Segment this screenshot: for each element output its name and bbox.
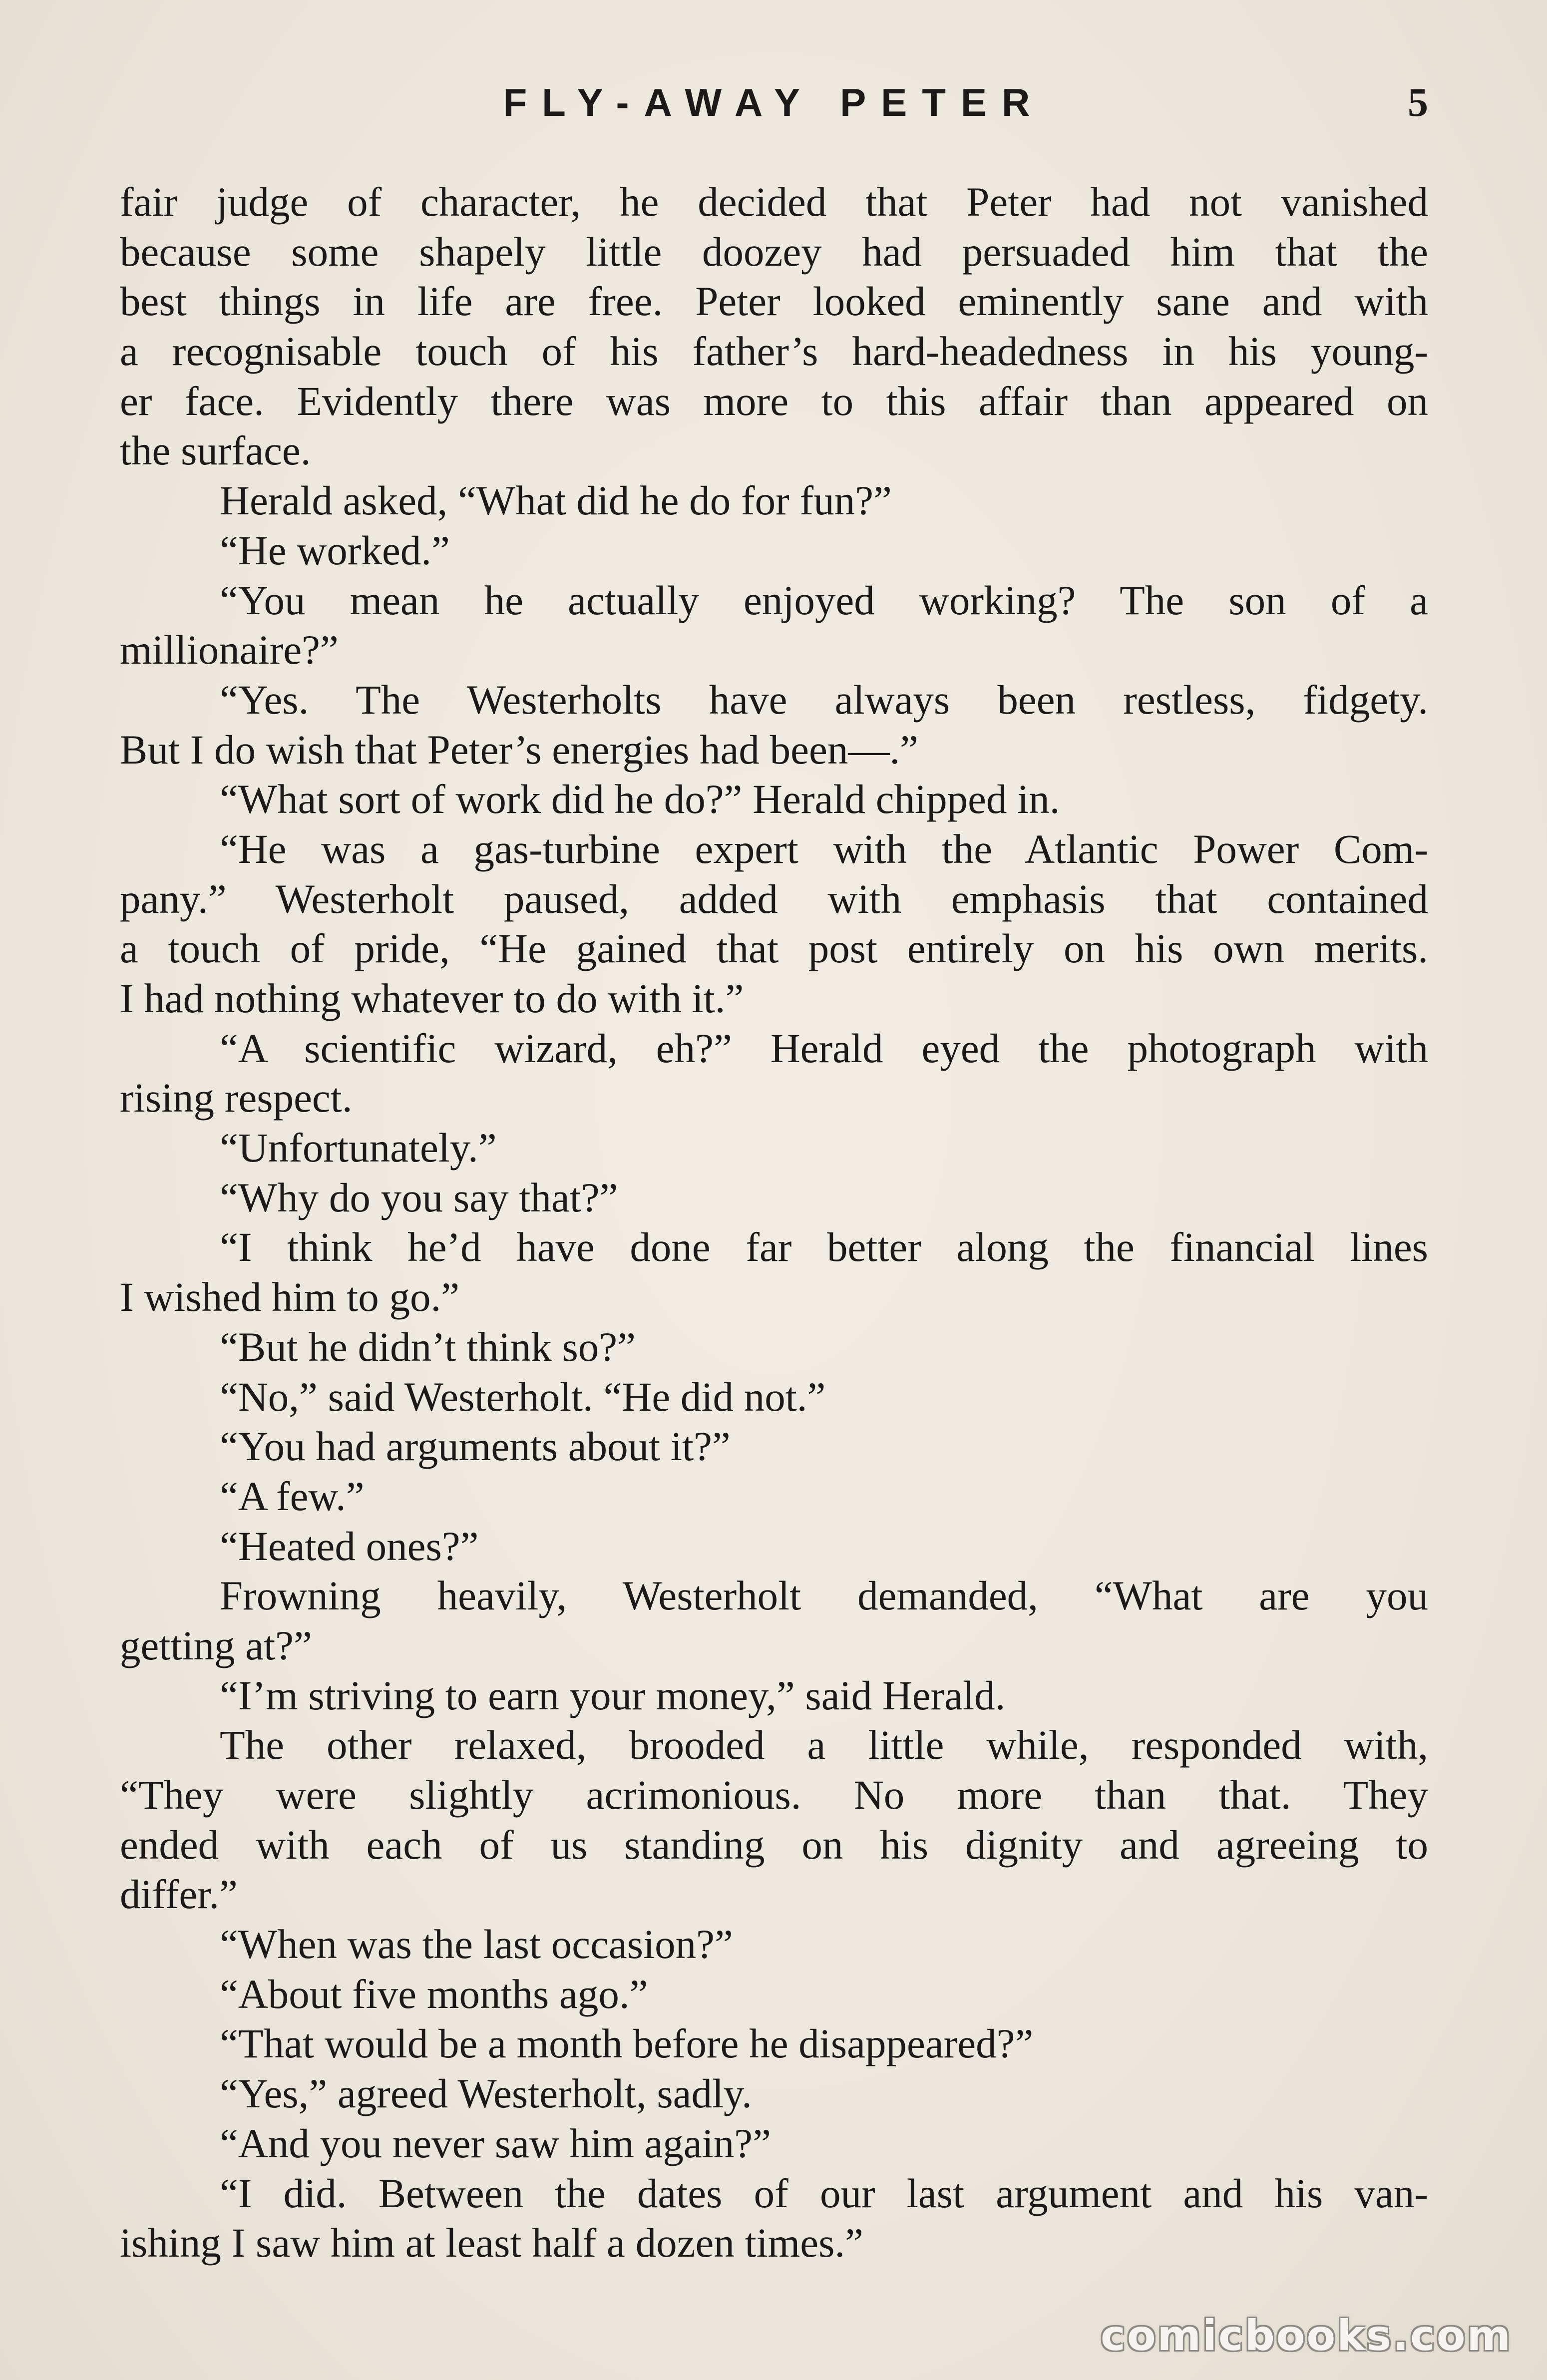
text-line: “And you never saw him again?” [220, 2120, 771, 2166]
text-line: “Heated ones?” [220, 1523, 479, 1569]
text-line: “But he didn’t think so?” [220, 1323, 636, 1370]
text-line: “Unfortunately.” [220, 1125, 497, 1171]
watermark-logo: comicbooks.com [1101, 2311, 1512, 2360]
text-line: “He worked.” [220, 527, 450, 573]
text-line: “No,” said Westerholt. “He did not.” [220, 1373, 826, 1420]
text-line: I had nothing whatever to do with it.” [120, 975, 744, 1021]
text-line: “A scientific wizard, eh?” Herald eyed the photograph with [220, 1025, 1428, 1071]
text-line: because some shapely little doozey had persuaded him that the [120, 228, 1428, 275]
text-line: ishing I saw him at least half a dozen times.” [120, 2220, 863, 2266]
text-line: millionaire?” [120, 627, 339, 673]
text-line: Herald asked, “What did he do for fun?” [220, 477, 892, 524]
body-text [120, 177, 1428, 2268]
text-line: the surface. [120, 427, 311, 474]
text-line: “I think he’d have done far better along the financial lines [220, 1224, 1428, 1270]
text-line: “What sort of work did he do?” Herald chipped in. [220, 776, 1060, 822]
text-line: “A few.” [220, 1473, 365, 1519]
text-line: fair judge of character, he decided that Peter had not vanished [120, 179, 1428, 225]
text-line: “He was a gas-turbine expert with the Atlantic Power Com- [220, 825, 1428, 872]
text-line: I wished him to go.” [120, 1274, 460, 1320]
text-line: getting at?” [120, 1622, 312, 1668]
running-title: FLY-AWAY PETER [503, 80, 1045, 124]
text-line: “Why do you say that?” [220, 1174, 618, 1220]
text-line: er face. Evidently there was more to this affair than appeared on [120, 378, 1428, 424]
text-line: pany.” Westerholt paused, added with emphasis that contained [120, 875, 1428, 922]
text-line: “Yes,” agreed Westerholt, sadly. [220, 2070, 752, 2117]
text-line: a touch of pride, “He gained that post entirely on his own merits. [120, 925, 1428, 972]
text-line: ended with each of us standing on his dignity and agreeing to [120, 1821, 1428, 1868]
text-line: “You mean he actually enjoyed working? The son of a [220, 577, 1428, 623]
page-number: 5 [1408, 79, 1428, 125]
text-line: The other relaxed, brooded a little while, responded with, [220, 1722, 1428, 1768]
text-line: “When was the last occasion?” [220, 1921, 733, 1968]
text-line: best things in life are free. Peter looked eminently sane and with [120, 278, 1428, 325]
text-line: But I do wish that Peter’s energies had been—.” [120, 726, 918, 773]
text-line: “That would be a month before he disappeared?” [220, 2020, 1034, 2067]
text-line: “About five months ago.” [220, 1971, 648, 2017]
text-line: “I did. Between the dates of our last argument and his van- [220, 2170, 1428, 2216]
text-line: a recognisable touch of his father’s hard-headedness in his young- [120, 328, 1428, 375]
text-line: rising respect. [120, 1075, 353, 1121]
text-line: Frowning heavily, Westerholt demanded, “What are you [220, 1573, 1428, 1619]
text-line: “You had arguments about it?” [220, 1423, 731, 1470]
text-line: “I’m striving to earn your money,” said Herald. [220, 1672, 1006, 1718]
text-line: differ.” [120, 1871, 238, 1918]
text-line: “Yes. The Westerholts have always been restless, fidgety. [220, 676, 1428, 723]
running-head [120, 75, 1428, 130]
text-line: “They were slightly acrimonious. No more than that. They [120, 1772, 1428, 1818]
